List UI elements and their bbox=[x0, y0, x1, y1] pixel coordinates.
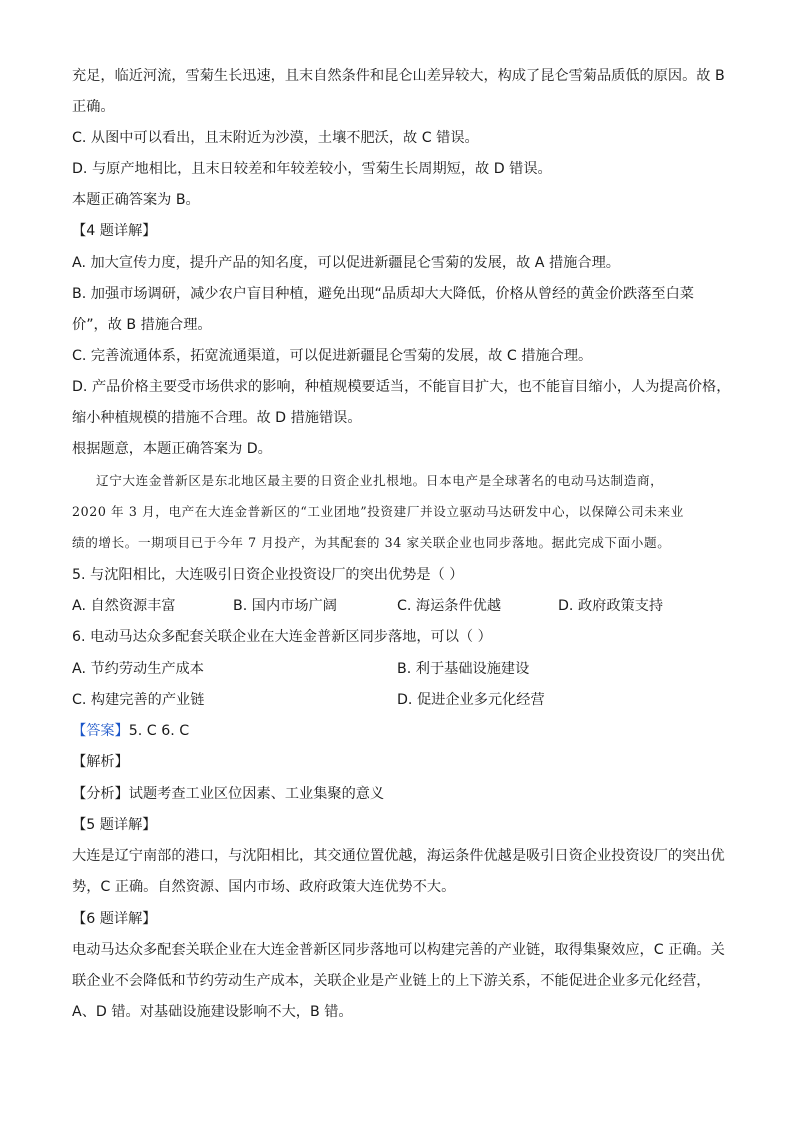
answer-text: 5. C 6. C bbox=[128, 723, 190, 739]
text-line: C. 完善流通体系，拓宽流通渠道，可以促进新疆昆仑雪菊的发展，故 C 措施合理。 bbox=[72, 348, 593, 364]
text-line: B. 加强市场调研，减少农户盲目种植，避免出现“品质却大大降低，价格从曾经的黄金价跌落至白菜 bbox=[72, 286, 694, 302]
text-line: 电动马达众多配套关联企业在大连金普新区同步落地可以构建完善的产业链，取得集聚效应，C 正确。关 bbox=[72, 942, 725, 958]
text-line: D. 与原产地相比，且末日较差和年较差较小，雪菊生长周期短，故 D 错误。 bbox=[72, 161, 552, 177]
question-stem-6: 6. 电动马达众多配套关联企业在大连金普新区同步落地，可以（ ） bbox=[72, 629, 492, 645]
passage-line: 绩的增长。一期项目已于今年 7 月投产，为其配套的 34 家关联企业也同步落地。据此完成下面小题。 bbox=[72, 535, 671, 550]
analysis-line bbox=[72, 784, 384, 804]
text-line: 根据题意，本题正确答案为 D。 bbox=[72, 441, 272, 457]
option-5c: C. 海运条件优越 bbox=[397, 598, 502, 614]
text-line: 价”，故 B 措施合理。 bbox=[72, 317, 212, 333]
option-6c: C. 构建完善的产业链 bbox=[72, 692, 205, 708]
option-6b: B. 利于基础设施建设 bbox=[397, 661, 530, 677]
text-line: 正确。 bbox=[72, 99, 115, 115]
text-line: A. 加大宣传力度，提升产品的知名度，可以促进新疆昆仑雪菊的发展，故 A 措施合理。 bbox=[72, 255, 620, 271]
text-line: C. 从图中可以看出，且末附近为沙漠，土壤不肥沃，故 C 错误。 bbox=[72, 130, 479, 146]
section-heading: 【4 题详解】 bbox=[72, 223, 157, 239]
text-line: A、D 错。对基础设施建设影响不大，B 错。 bbox=[72, 1004, 353, 1020]
text-line: 势，C 正确。自然资源、国内市场、政府政策大连优势不大。 bbox=[72, 879, 456, 895]
answer-line bbox=[72, 721, 189, 741]
analysis-text: 试题考查工业区位因素、工业集聚的意义 bbox=[128, 786, 385, 802]
answer-label: 【答案】 bbox=[72, 723, 129, 739]
text-line: 联企业不会降低和节约劳动生产成本，关联企业是产业链上的上下游关系，不能促进企业多元化经营， bbox=[72, 973, 711, 989]
passage-line: 辽宁大连金普新区是东北地区最主要的日资企业扎根地。日本电产是全球著名的电动马达制造商， bbox=[96, 473, 664, 488]
option-6d: D. 促进企业多元化经营 bbox=[397, 692, 545, 708]
passage-line: 2020 年 3 月，电产在大连金普新区的“工业团地”投资建厂并设立驱动马达研发中心，以保障公司未来业 bbox=[72, 504, 684, 519]
option-6a: A. 节约劳动生产成本 bbox=[72, 661, 204, 677]
section-heading: 【6 题详解】 bbox=[72, 911, 157, 927]
text-line: 充足，临近河流，雪菊生长迅速，且末自然条件和昆仑山差异较大，构成了昆仑雪菊品质低的原因。故 B bbox=[72, 68, 725, 84]
option-5b: B. 国内市场广阔 bbox=[233, 598, 337, 614]
text-line: 缩小种植规模的措施不合理。故 D 措施错误。 bbox=[72, 410, 362, 426]
question-stem-5: 5. 与沈阳相比，大连吸引日资企业投资设厂的突出优势是（ ） bbox=[72, 567, 464, 583]
text-line: D. 产品价格主要受市场供求的影响，种植规模要适当，不能盲目扩大，也不能盲目缩小，人为提高价格， bbox=[72, 379, 731, 395]
analysis-label: 【解析】 bbox=[72, 754, 129, 770]
text-line: 大连是辽宁南部的港口，与沈阳相比，其交通位置优越，海运条件优越是吸引日资企业投资设厂的突出优 bbox=[72, 848, 725, 864]
analysis-tag: 【分析】 bbox=[72, 786, 129, 802]
text-line: 本题正确答案为 B。 bbox=[72, 192, 200, 208]
section-heading: 【5 题详解】 bbox=[72, 817, 157, 833]
option-5a: A. 自然资源丰富 bbox=[72, 598, 176, 614]
option-5d: D. 政府政策支持 bbox=[558, 598, 664, 614]
